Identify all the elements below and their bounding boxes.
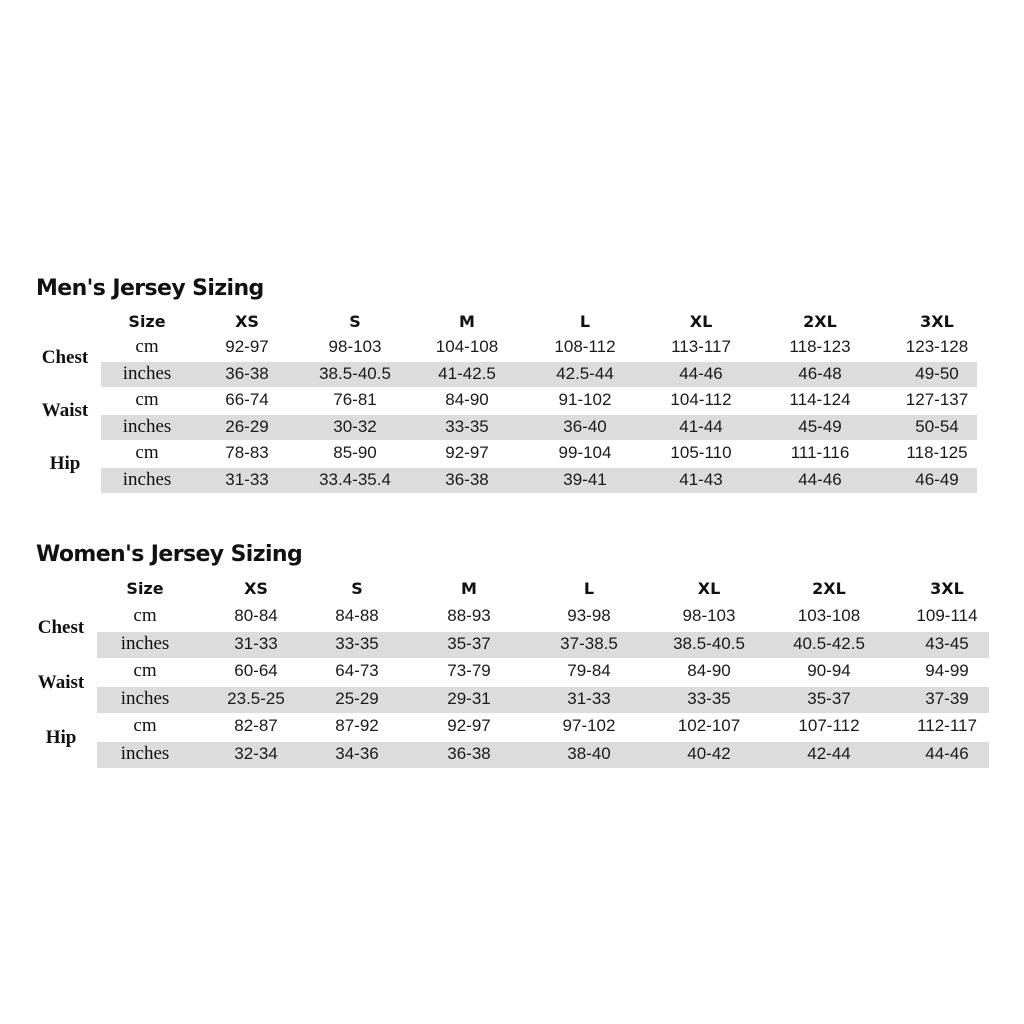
measurement-label-chest: Chest xyxy=(37,616,85,638)
size-header-xs: XS xyxy=(244,579,268,598)
table-cell: 36-38 xyxy=(445,469,489,489)
table-cell: 31-33 xyxy=(234,633,278,653)
table-cell: 123-128 xyxy=(905,337,969,356)
unit-label-cm: cm xyxy=(133,660,157,681)
table-cell: 118-125 xyxy=(906,443,968,462)
table-cell: 43-45 xyxy=(925,633,969,653)
measurement-label-hip: Hip xyxy=(49,453,81,475)
table-cell: 35-37 xyxy=(447,633,491,653)
table-cell: 50-54 xyxy=(915,416,959,436)
table-cell: 73-79 xyxy=(447,661,491,680)
table-cell: 104-108 xyxy=(435,337,499,356)
table-cell: 46-48 xyxy=(798,363,842,383)
table-cell: 111-116 xyxy=(790,443,850,462)
table-cell: 97-102 xyxy=(562,716,616,735)
table-cell: 82-87 xyxy=(234,716,278,735)
measurement-label-waist: Waist xyxy=(37,671,85,693)
table-cell: 104-112 xyxy=(670,390,732,409)
table-cell: 127-137 xyxy=(905,390,969,409)
table-cell: 42-44 xyxy=(807,743,851,763)
table-cell: 23.5-25 xyxy=(227,688,285,708)
table-cell: 92-97 xyxy=(445,443,489,462)
measurement-label-waist: Waist xyxy=(41,400,89,422)
table-cell: 80-84 xyxy=(234,606,278,625)
unit-label-inches: inches xyxy=(122,468,172,490)
table-cell: 40.5-42.5 xyxy=(793,633,865,653)
table-cell: 39-41 xyxy=(563,469,607,489)
table-cell: 40-42 xyxy=(687,743,731,763)
table-cell: 37-39 xyxy=(925,688,969,708)
unit-label-inches: inches xyxy=(120,687,170,709)
table-cell: 60-64 xyxy=(234,661,278,680)
table-cell: 37-38.5 xyxy=(560,633,618,653)
table-cell: 118-123 xyxy=(789,337,851,356)
size-column-label: Size xyxy=(126,579,164,598)
table-cell: 25-29 xyxy=(335,688,379,708)
chart-title: Women's Jersey Sizing xyxy=(36,542,303,567)
table-cell: 113-117 xyxy=(671,337,731,356)
table-cell: 85-90 xyxy=(333,443,377,462)
table-cell: 42.5-44 xyxy=(556,363,614,383)
table-cell: 105-110 xyxy=(670,443,732,462)
table-cell: 49-50 xyxy=(915,363,959,383)
unit-label-inches: inches xyxy=(122,362,172,384)
table-cell: 33-35 xyxy=(335,633,379,653)
table-cell: 33-35 xyxy=(687,688,731,708)
table-cell: 35-37 xyxy=(807,688,851,708)
shaded-row-band xyxy=(97,742,989,769)
size-header-l: L xyxy=(579,312,591,331)
table-cell: 44-46 xyxy=(798,469,842,489)
size-header-xl: XL xyxy=(689,312,713,331)
size-header-m: M xyxy=(459,312,475,331)
unit-label-inches: inches xyxy=(122,415,172,437)
unit-label-cm: cm xyxy=(133,605,157,626)
table-cell: 41-44 xyxy=(679,416,723,436)
size-column-label: Size xyxy=(128,312,166,331)
table-cell: 29-31 xyxy=(447,688,491,708)
table-cell: 76-81 xyxy=(333,390,377,409)
table-cell: 36-38 xyxy=(225,363,269,383)
table-cell: 109-114 xyxy=(916,606,978,625)
table-cell: 108-112 xyxy=(554,337,616,356)
chart-title: Men's Jersey Sizing xyxy=(36,276,264,301)
unit-label-inches: inches xyxy=(120,632,170,654)
size-header-3xl: 3XL xyxy=(930,579,964,598)
size-header-s: S xyxy=(349,312,361,331)
table-cell: 41-43 xyxy=(679,469,723,489)
size-header-2xl: 2XL xyxy=(812,579,846,598)
measurement-label-hip: Hip xyxy=(45,726,77,748)
table-cell: 44-46 xyxy=(925,743,969,763)
table-cell: 94-99 xyxy=(925,661,969,680)
table-cell: 32-34 xyxy=(234,743,278,763)
unit-label-cm: cm xyxy=(135,389,159,410)
size-header-m: M xyxy=(461,579,477,598)
unit-label-cm: cm xyxy=(133,715,157,736)
table-cell: 31-33 xyxy=(225,469,269,489)
table-cell: 78-83 xyxy=(225,443,269,462)
table-cell: 93-98 xyxy=(567,606,611,625)
measurement-label-chest: Chest xyxy=(41,347,89,369)
table-cell: 84-88 xyxy=(335,606,379,625)
table-cell: 103-108 xyxy=(797,606,861,625)
table-cell: 30-32 xyxy=(333,416,377,436)
table-cell: 46-49 xyxy=(915,469,959,489)
table-cell: 38.5-40.5 xyxy=(319,363,391,383)
table-cell: 84-90 xyxy=(445,390,489,409)
table-cell: 34-36 xyxy=(335,743,379,763)
unit-label-cm: cm xyxy=(135,442,159,463)
table-cell: 92-97 xyxy=(225,337,269,356)
table-cell: 98-103 xyxy=(328,337,382,356)
table-cell: 38-40 xyxy=(567,743,611,763)
table-cell: 31-33 xyxy=(567,688,611,708)
table-cell: 98-103 xyxy=(682,606,736,625)
size-header-3xl: 3XL xyxy=(920,312,954,331)
size-header-l: L xyxy=(583,579,595,598)
size-header-xs: XS xyxy=(235,312,259,331)
table-cell: 87-92 xyxy=(335,716,379,735)
table-cell: 112-117 xyxy=(917,716,977,735)
table-cell: 26-29 xyxy=(225,416,269,436)
table-cell: 84-90 xyxy=(687,661,731,680)
table-cell: 99-104 xyxy=(558,443,612,462)
unit-label-cm: cm xyxy=(135,336,159,357)
table-cell: 90-94 xyxy=(807,661,851,680)
table-cell: 33-35 xyxy=(445,416,489,436)
table-cell: 92-97 xyxy=(447,716,491,735)
table-cell: 38.5-40.5 xyxy=(673,633,745,653)
table-cell: 44-46 xyxy=(679,363,723,383)
table-cell: 36-38 xyxy=(447,743,491,763)
table-cell: 33.4-35.4 xyxy=(319,469,391,489)
size-header-xl: XL xyxy=(697,579,721,598)
size-header-s: S xyxy=(351,579,363,598)
size-header-2xl: 2XL xyxy=(803,312,837,331)
table-cell: 64-73 xyxy=(335,661,379,680)
table-cell: 36-40 xyxy=(563,416,607,436)
table-cell: 66-74 xyxy=(225,390,269,409)
table-cell: 79-84 xyxy=(567,661,611,680)
table-cell: 114-124 xyxy=(789,390,851,409)
table-cell: 107-112 xyxy=(798,716,860,735)
table-cell: 45-49 xyxy=(798,416,842,436)
unit-label-inches: inches xyxy=(120,742,170,764)
table-cell: 91-102 xyxy=(558,390,612,409)
table-cell: 102-107 xyxy=(677,716,741,735)
table-cell: 41-42.5 xyxy=(438,363,496,383)
table-cell: 88-93 xyxy=(447,606,491,625)
